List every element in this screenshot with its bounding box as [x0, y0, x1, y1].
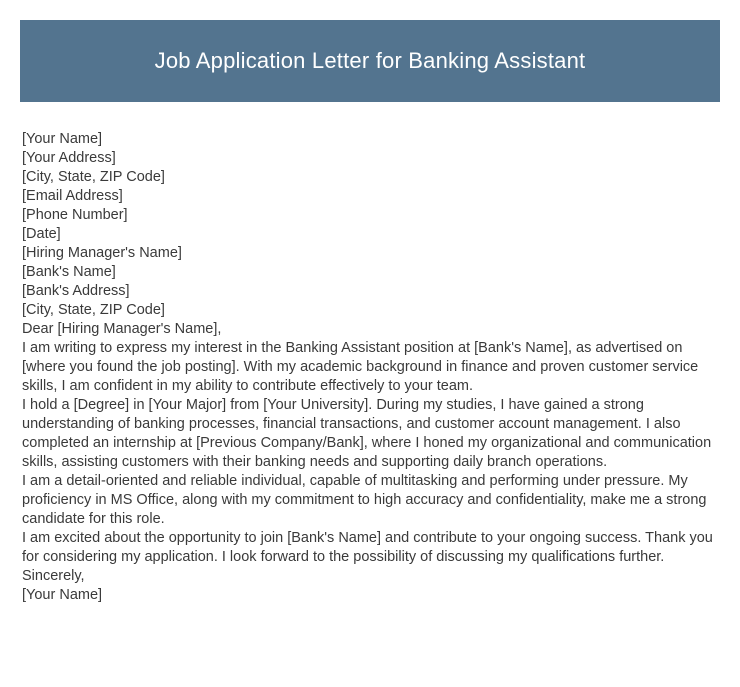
letter-paragraph: I hold a [Degree] in [Your Major] from [Your University]. During my studies, I have gained a strong understanding of banking processes, financial transactions, and customer account management. I also completed an internship at [Previous Company/Bank], where I honed my organizational and communication skills, assisting customers with their banking needs and supporting daily branch operations.	[22, 397, 712, 470]
sender-line: [Your Address]	[22, 150, 116, 166]
sender-address-block	[22, 130, 718, 244]
recipient-line: [Bank's Address]	[22, 283, 130, 299]
sender-line: [Your Name]	[22, 131, 103, 147]
page-title: Job Application Letter for Banking Assistant	[154, 47, 586, 73]
letter-body	[0, 102, 740, 605]
salutation: Dear [Hiring Manager's Name],	[22, 321, 222, 337]
sender-line: [Date]	[22, 226, 61, 242]
letter-paragraph: I am excited about the opportunity to join [Bank's Name] and contribute to your ongoing success. Thank you for considering my application. I look forward to the possibility of discussing my qualifications further.	[22, 530, 713, 565]
letter-paragraph: I am writing to express my interest in the Banking Assistant position at [Bank's Name], as advertised on [where you found the job posting]. With my academic background in finance and proven customer service skills, I am confident in my ability to contribute effectively to your team.	[22, 340, 699, 394]
document-header-band	[20, 20, 720, 102]
document-page	[0, 20, 740, 687]
closing: Sincerely,	[22, 568, 85, 584]
recipient-line: [City, State, ZIP Code]	[22, 302, 165, 318]
recipient-line: [Hiring Manager's Name]	[22, 245, 182, 261]
sender-line: [Phone Number]	[22, 207, 128, 223]
recipient-address-block	[22, 244, 718, 320]
recipient-line: [Bank's Name]	[22, 264, 116, 280]
sender-line: [Email Address]	[22, 188, 123, 204]
letter-paragraph: I am a detail-oriented and reliable individual, capable of multitasking and performing under pressure. My proficiency in MS Office, along with my commitment to high accuracy and confidentiality, make me a strong candidate for this role.	[22, 473, 707, 527]
sender-line: [City, State, ZIP Code]	[22, 169, 165, 185]
signature: [Your Name]	[22, 587, 103, 603]
